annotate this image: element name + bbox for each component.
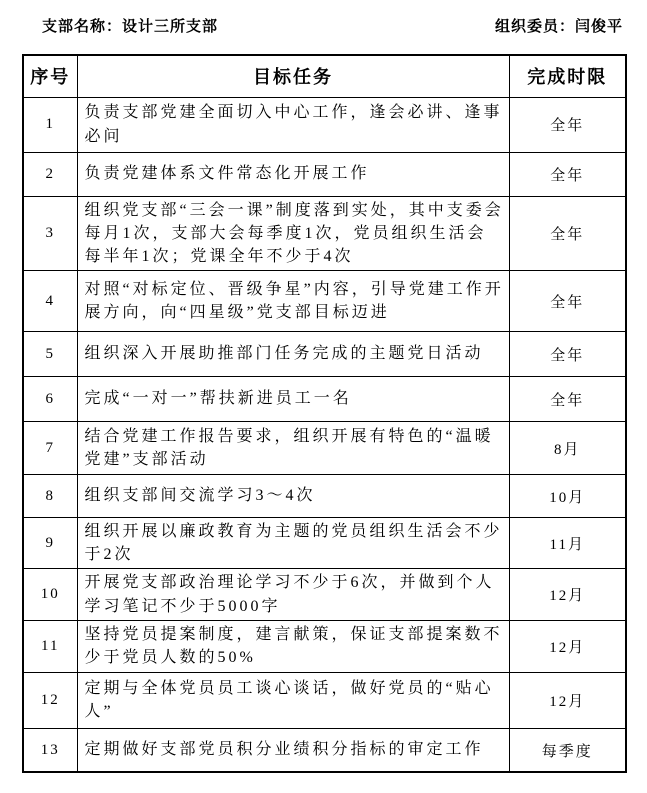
deadline-cell: 全年 (509, 196, 626, 271)
committee-member-value: 闫俊平 (574, 18, 623, 35)
deadline-cell: 12月 (509, 620, 626, 672)
row-index-cell: 11 (23, 620, 77, 672)
table-row (23, 152, 626, 196)
task-cell: 负责党建体系文件常态化开展工作 (77, 152, 509, 196)
task-cell: 定期与全体党员员工谈心谈话，做好党员的“贴心人” (77, 672, 509, 728)
deadline-cell: 11月 (509, 518, 626, 569)
deadline-cell: 10月 (509, 475, 626, 518)
deadline-cell: 12月 (509, 569, 626, 620)
table-row (23, 728, 626, 772)
deadline-cell: 全年 (509, 97, 626, 152)
task-cell: 对照“对标定位、晋级争星”内容，引导党建工作开展方向，向“四星级”党支部目标迈进 (77, 271, 509, 332)
task-cell: 完成“一对一”帮扶新进员工一名 (77, 377, 509, 422)
row-index-cell: 1 (23, 97, 77, 152)
table-row (23, 422, 626, 475)
col-header-index: 序号 (23, 55, 77, 97)
row-index-cell: 3 (23, 196, 77, 271)
row-index-cell: 8 (23, 475, 77, 518)
task-cell: 组织深入开展助推部门任务完成的主题党日活动 (77, 332, 509, 377)
header-row (23, 55, 626, 97)
table-row (23, 97, 626, 152)
table-row (23, 672, 626, 728)
deadline-cell: 每季度 (509, 728, 626, 772)
row-index-cell: 7 (23, 422, 77, 475)
task-cell: 负责支部党建全面切入中心工作，逢会必讲、逢事必问 (77, 97, 509, 152)
committee-member-line (495, 15, 623, 36)
branch-name-label: 支部名称： (42, 18, 123, 35)
task-cell: 结合党建工作报告要求，组织开展有特色的“温暖党建”支部活动 (77, 422, 509, 475)
row-index-cell: 9 (23, 518, 77, 569)
task-cell: 开展党支部政治理论学习不少于6次，并做到个人学习笔记不少于5000字 (77, 569, 509, 620)
table-row (23, 377, 626, 422)
task-cell: 组织党支部“三会一课”制度落到实处，其中支委会每月1次，支部大会每季度1次，党员组织生活会每半年1次；党课全年不少于4次 (77, 196, 509, 271)
branch-name-line (42, 15, 218, 36)
task-cell: 坚持党员提案制度，建言献策，保证支部提案数不少于党员人数的50% (77, 620, 509, 672)
row-index-cell: 4 (23, 271, 77, 332)
deadline-cell: 全年 (509, 271, 626, 332)
table-row (23, 271, 626, 332)
row-index-cell: 6 (23, 377, 77, 422)
table-row (23, 518, 626, 569)
deadline-cell: 8月 (509, 422, 626, 475)
row-index-cell: 13 (23, 728, 77, 772)
deadline-cell: 12月 (509, 672, 626, 728)
row-index-cell: 2 (23, 152, 77, 196)
table-row (23, 569, 626, 620)
row-index-cell: 12 (23, 672, 77, 728)
col-header-deadline: 完成时限 (509, 55, 626, 97)
table-row (23, 475, 626, 518)
committee-member-label: 组织委员： (494, 18, 575, 35)
table-body (23, 97, 626, 772)
deadline-cell: 全年 (509, 332, 626, 377)
task-cell: 组织开展以廉政教育为主题的党员组织生活会不少于2次 (77, 518, 509, 569)
table-header (23, 55, 626, 97)
document-header (22, 15, 625, 36)
deadline-cell: 全年 (509, 377, 626, 422)
branch-name-value: 设计三所支部 (122, 18, 219, 35)
table-row (23, 196, 626, 271)
task-cell: 组织支部间交流学习3～4次 (77, 475, 509, 518)
col-header-task: 目标任务 (77, 55, 509, 97)
task-cell: 定期做好支部党员积分业绩积分指标的审定工作 (77, 728, 509, 772)
row-index-cell: 5 (23, 332, 77, 377)
table-row (23, 332, 626, 377)
table-row (23, 620, 626, 672)
deadline-cell: 全年 (509, 152, 626, 196)
row-index-cell: 10 (23, 569, 77, 620)
target-task-table (22, 54, 627, 773)
